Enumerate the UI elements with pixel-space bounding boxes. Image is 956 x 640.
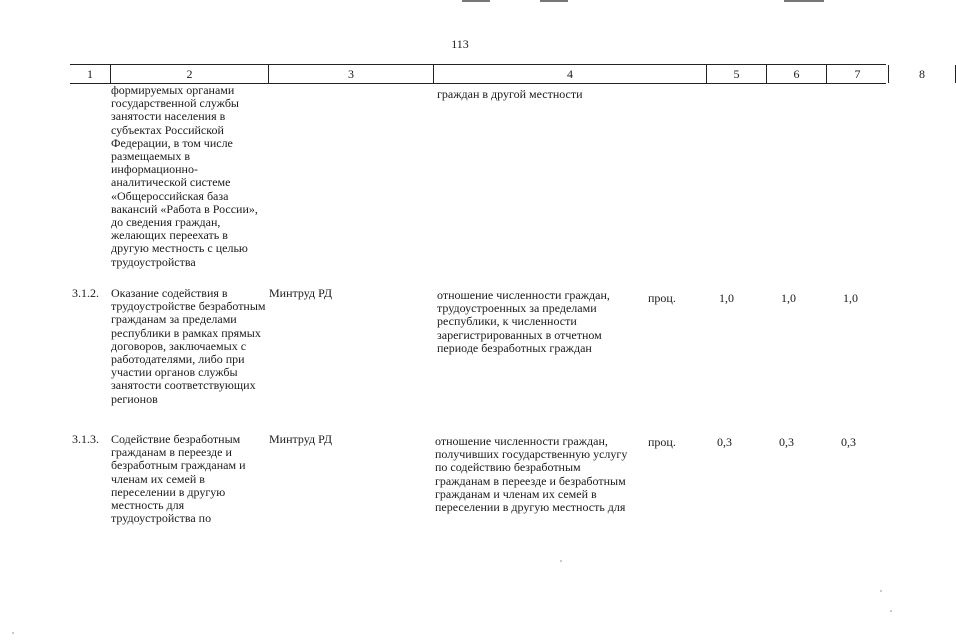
- scan-speck: [880, 590, 882, 592]
- row-value-6: 1,0: [719, 291, 734, 305]
- scan-mark: [462, 0, 490, 2]
- row-id: 3.1.2.: [72, 286, 99, 300]
- scan-speck: [890, 610, 892, 612]
- row-executor: Минтруд РД: [269, 432, 333, 446]
- table-header: [70, 64, 925, 84]
- column-header: 5: [706, 65, 766, 83]
- row-value-8: 1,0: [843, 291, 858, 305]
- column-header: 2: [110, 65, 268, 83]
- column-header: 8: [888, 65, 956, 83]
- scan-speck: [560, 560, 562, 562]
- scan-speck: [12, 632, 14, 634]
- row-indicator: отношение численности граждан, трудоустроенных за пределами республики, к численности зарегистрированных в отчетном периоде безработных граждан: [437, 288, 610, 355]
- row-value-7: 0,3: [779, 435, 794, 449]
- column-header: 1: [87, 67, 93, 81]
- column-header: 3: [268, 65, 433, 83]
- row-indicator: граждан в другой местности: [437, 87, 583, 101]
- column-header: 6: [766, 65, 826, 83]
- page-number: 113: [451, 37, 469, 51]
- row-description: Содействие безработным гражданам в переезде и безработным гражданам и членам их семей в переселении в другую местность для трудоустройства по: [111, 432, 246, 526]
- scan-mark: [540, 0, 568, 2]
- row-value-8: 0,3: [841, 435, 856, 449]
- row-unit: проц.: [648, 435, 676, 449]
- column-header: 4: [433, 65, 706, 83]
- row-value-7: 1,0: [781, 291, 796, 305]
- row-unit: проц.: [648, 291, 676, 305]
- row-description: формируемых органами государственной службы занятости населения в субъектах Российской Федерации, в том числе размещаемых в информационно-аналитической системе «Общероссийская база вакансий «Работа в России», до сведения граждан, желающих переехать в другую местность с целью трудоустройства: [111, 83, 258, 269]
- row-value-6: 0,3: [717, 435, 732, 449]
- row-description: Оказание содействия в трудоустройстве безработным гражданам за пределами республики в рамках прямых договоров, заключаемых с работодателями, либо при участии органов службы занятости соответствующих регионов: [111, 286, 266, 406]
- row-executor: Минтруд РД: [269, 286, 333, 300]
- row-indicator: отношение численности граждан, получивших государственную услугу по содействию безработным гражданам в переезде и безработным гражданам и членам их семей в переселении в другую местность для: [435, 434, 628, 515]
- row-id: 3.1.3.: [72, 432, 99, 446]
- column-header: 7: [826, 65, 888, 83]
- scan-mark: [784, 0, 824, 2]
